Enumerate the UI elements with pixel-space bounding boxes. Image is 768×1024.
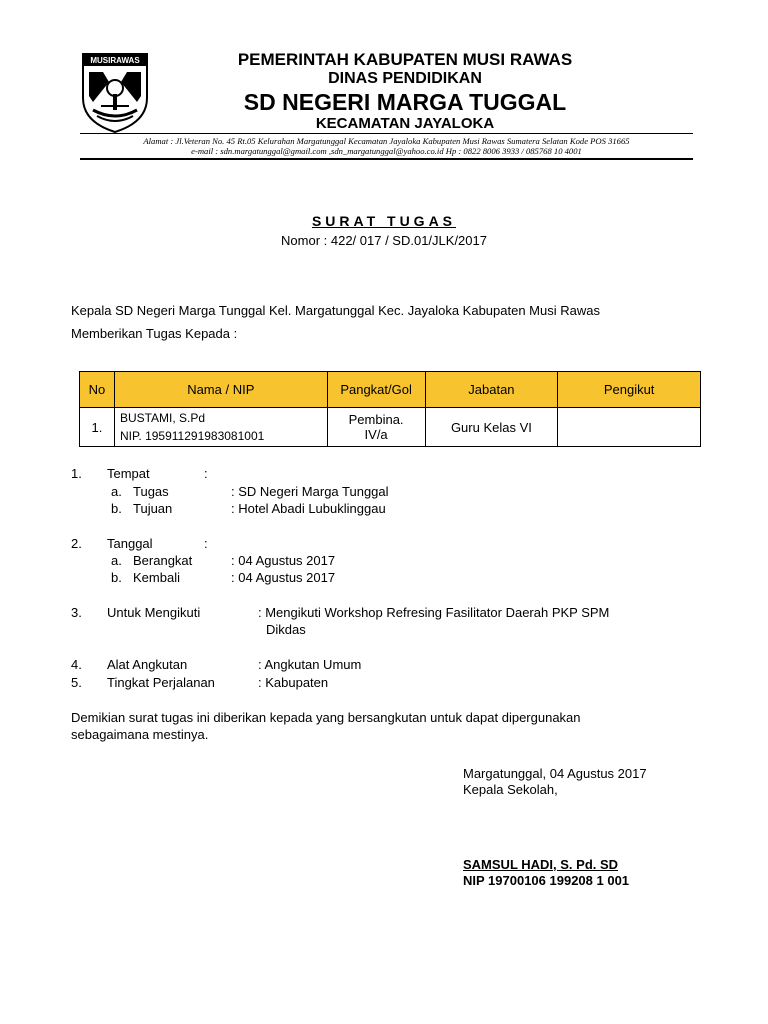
item-3-number: 3. (71, 605, 82, 620)
item-3-value-line-1: : Mengikuti Workshop Refresing Fasilitator Daerah PKP SPM (258, 605, 610, 620)
item-1-colon: : (204, 466, 208, 481)
cell-nama-nip (114, 408, 327, 447)
header-nama-nip: Nama / NIP (114, 372, 327, 408)
address-line: Alamat : Jl.Veteran No. 45 Rt.05 Kelurahan Margatunggal Kecamatan Jayaloka Kabupaten Musi Rawas Sumatera Selatan Kode POS 31665 (143, 136, 630, 146)
header-divider-top (80, 133, 693, 134)
cell-pangkat (327, 408, 425, 447)
cell-pengikut (558, 408, 701, 447)
pangkat-line-2: IV/a (364, 427, 388, 442)
item-2b-label: Kembali (133, 570, 180, 585)
cell-jabatan: Guru Kelas VI (425, 408, 558, 447)
header-divider-bottom (80, 158, 693, 160)
header-no: No (80, 372, 115, 408)
school-emblem-logo (79, 50, 151, 134)
kop-government: PEMERINTAH KABUPATEN MUSI RAWAS (237, 50, 573, 69)
kop-department: DINAS PENDIDIKAN (328, 70, 482, 87)
item-2a-letter: a. (111, 553, 122, 568)
item-3-label: Untuk Mengikuti (107, 605, 201, 620)
item-1b-letter: b. (111, 501, 122, 516)
pangkat-line-1: Pembina. (348, 412, 404, 427)
assignee-name: BUSTAMI, S.Pd (119, 411, 206, 425)
item-1-label: Tempat (107, 466, 150, 481)
item-1a-label: Tugas (133, 484, 169, 499)
document-title: SURAT TUGAS (311, 213, 457, 229)
item-2-label: Tanggal (107, 536, 153, 551)
item-1b-value: : Hotel Abadi Lubuklinggau (231, 501, 386, 516)
kop-district: KECAMATAN JAYALOKA (315, 115, 495, 132)
item-3-value-line-2: Dikdas (266, 622, 306, 637)
item-1a-value: : SD Negeri Marga Tunggal (231, 484, 389, 499)
signature-role: Kepala Sekolah, (463, 782, 558, 797)
assignee-nip: NIP. 195911291983081001 (119, 429, 265, 443)
intro-line-2: Memberikan Tugas Kepada : (71, 326, 238, 341)
intro-line-1: Kepala SD Negeri Marga Tunggal Kel. Margatunggal Kec. Jayaloka Kabupaten Musi Rawas (71, 303, 600, 318)
item-5-label: Tingkat Perjalanan (107, 675, 215, 690)
cell-no: 1. (80, 408, 115, 447)
assignee-table (79, 371, 701, 447)
item-2a-label: Berangkat (133, 553, 193, 568)
closing-line-2: sebagaimana mestinya. (71, 727, 209, 742)
item-2-number: 2. (71, 536, 82, 551)
item-1a-letter: a. (111, 484, 122, 499)
item-4-number: 4. (71, 657, 82, 672)
signature-nip: NIP 19700106 199208 1 001 (463, 873, 630, 888)
item-2b-letter: b. (111, 570, 122, 585)
item-1b-label: Tujuan (133, 501, 173, 516)
header-pangkat: Pangkat/Gol (327, 372, 425, 408)
item-1-number: 1. (71, 466, 82, 481)
item-4-value: : Angkutan Umum (258, 657, 362, 672)
signature-place-date: Margatunggal, 04 Agustus 2017 (463, 766, 647, 781)
item-5-number: 5. (71, 675, 82, 690)
closing-line-1: Demikian surat tugas ini diberikan kepada yang bersangkutan untuk dapat dipergunakan (71, 710, 581, 725)
kop-school-name: SD NEGERI MARGA TUGGAL (243, 89, 567, 115)
contact-line: e-mail : sdn.margatunggal@gmail.com ,sdn_margatunggal@yahoo.co.id Hp : 0822 8006 3933 / 085768 10 4001 (191, 146, 582, 156)
header-pengikut: Pengikut (558, 372, 701, 408)
header-jabatan: Jabatan (425, 372, 558, 408)
item-4-label: Alat Angkutan (107, 657, 188, 672)
item-2-colon: : (204, 536, 208, 551)
signature-name: SAMSUL HADI, S. Pd. SD (463, 857, 619, 872)
logo-text: MUSIRAWAS (90, 56, 140, 65)
table-header-row (80, 372, 701, 408)
item-5-value: : Kabupaten (258, 675, 329, 690)
item-2b-value: : 04 Agustus 2017 (231, 570, 336, 585)
item-2a-value: : 04 Agustus 2017 (231, 553, 336, 568)
document-number: Nomor : 422/ 017 / SD.01/JLK/2017 (281, 233, 487, 248)
table-row (80, 408, 701, 447)
